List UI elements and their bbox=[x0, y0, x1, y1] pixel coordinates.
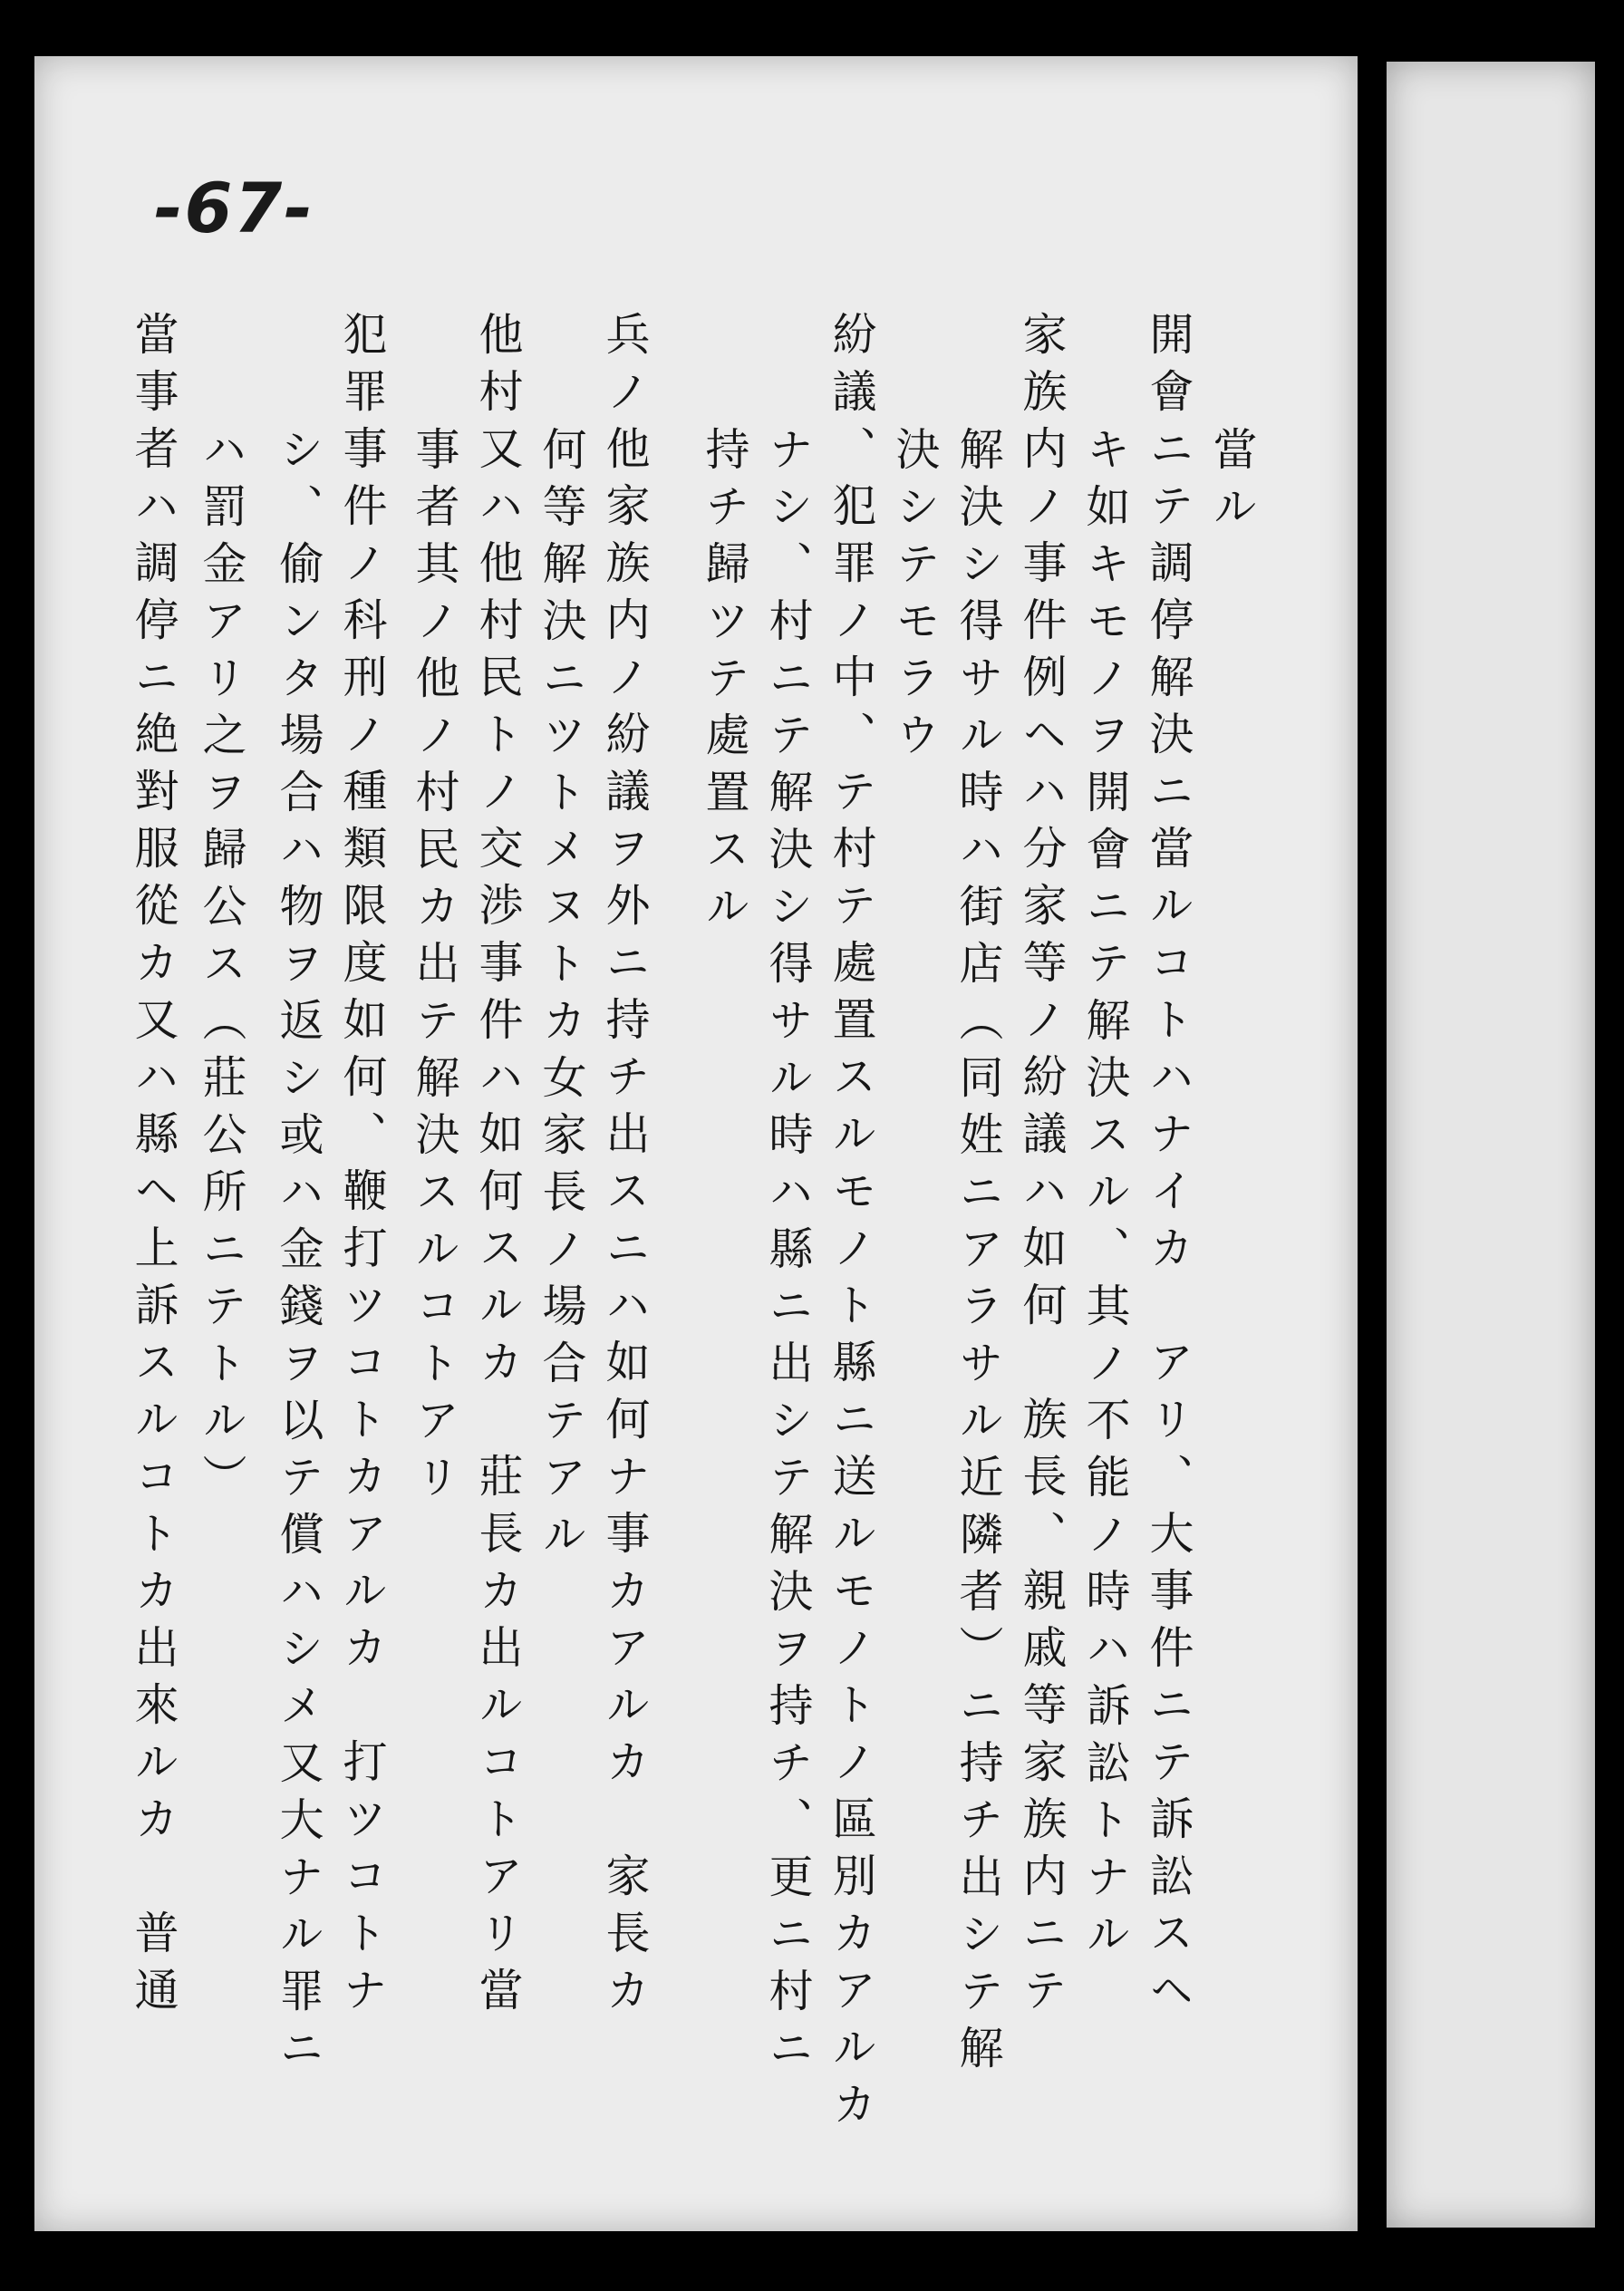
text-column: 何等解決ニツトメヌトカ女家長ノ場合テアル bbox=[536, 426, 587, 1568]
adjacent-page-edge bbox=[1387, 62, 1595, 2228]
text-column: 兵ノ他家族内ノ紛議ヲ外ニ持チ出スニハ如何ナ事カアルカ 家長カ bbox=[599, 311, 651, 2024]
text-column: キ如キモノヲ開會ニテ解決スル、其ノ不能ノ時ハ訴訟トナル bbox=[1079, 426, 1131, 1967]
text-column: ハ罰金アリ之ヲ歸公ス（莊公所ニテトル） bbox=[196, 426, 247, 1511]
text-column: 他村又ハ他村民トノ交渉事件ハ如何スルカ 莊長カ出ルコトアリ當 bbox=[472, 311, 524, 2024]
text-column: 當事者ハ調停ニ絶對服從カ又ハ縣ヘ上訴スルコトカ出來ルカ 普通 bbox=[128, 311, 179, 2024]
text-column: シ、偷ンタ場合ハ物ヲ返シ或ハ金錢ヲ以テ償ハシメ又大ナル罪ニ bbox=[273, 426, 324, 2082]
text-column: 紛議、犯罪ノ中、テ村テ處置スルモノト縣ニ送ルモノトノ區別カアルカ bbox=[826, 311, 877, 2138]
text-column: 決シテモラウ bbox=[889, 426, 941, 768]
text-column: 解決シ得サル時ハ街店（同姓ニアラサル近隣者）ニ持チ出シテ解 bbox=[952, 426, 1004, 2082]
text-column: 犯罪事件ノ科刑ノ種類限度如何、鞭打ツコトカアルカ 打ツコトナ bbox=[336, 311, 388, 2024]
page-number: -67- bbox=[154, 168, 314, 248]
text-column: 事者其ノ他ノ村民カ出テ解決スルコトアリ bbox=[409, 426, 460, 1511]
text-column: 開會ニテ調停解決ニ當ルコトハナイカ アリ、大事件ニテ訴訟スヘ bbox=[1143, 311, 1194, 2024]
text-column: 持チ歸ツテ處置スル bbox=[699, 426, 750, 940]
text-column: 當ル bbox=[1206, 426, 1258, 540]
text-column: ナシ、村ニテ解決シ得サル時ハ縣ニ出シテ解決ヲ持チ、更ニ村ニ bbox=[762, 426, 814, 2082]
text-column: 家族内ノ事件例ヘハ分家等ノ紛議ハ如何 族長、親戚等家族内ニテ bbox=[1016, 311, 1068, 2024]
